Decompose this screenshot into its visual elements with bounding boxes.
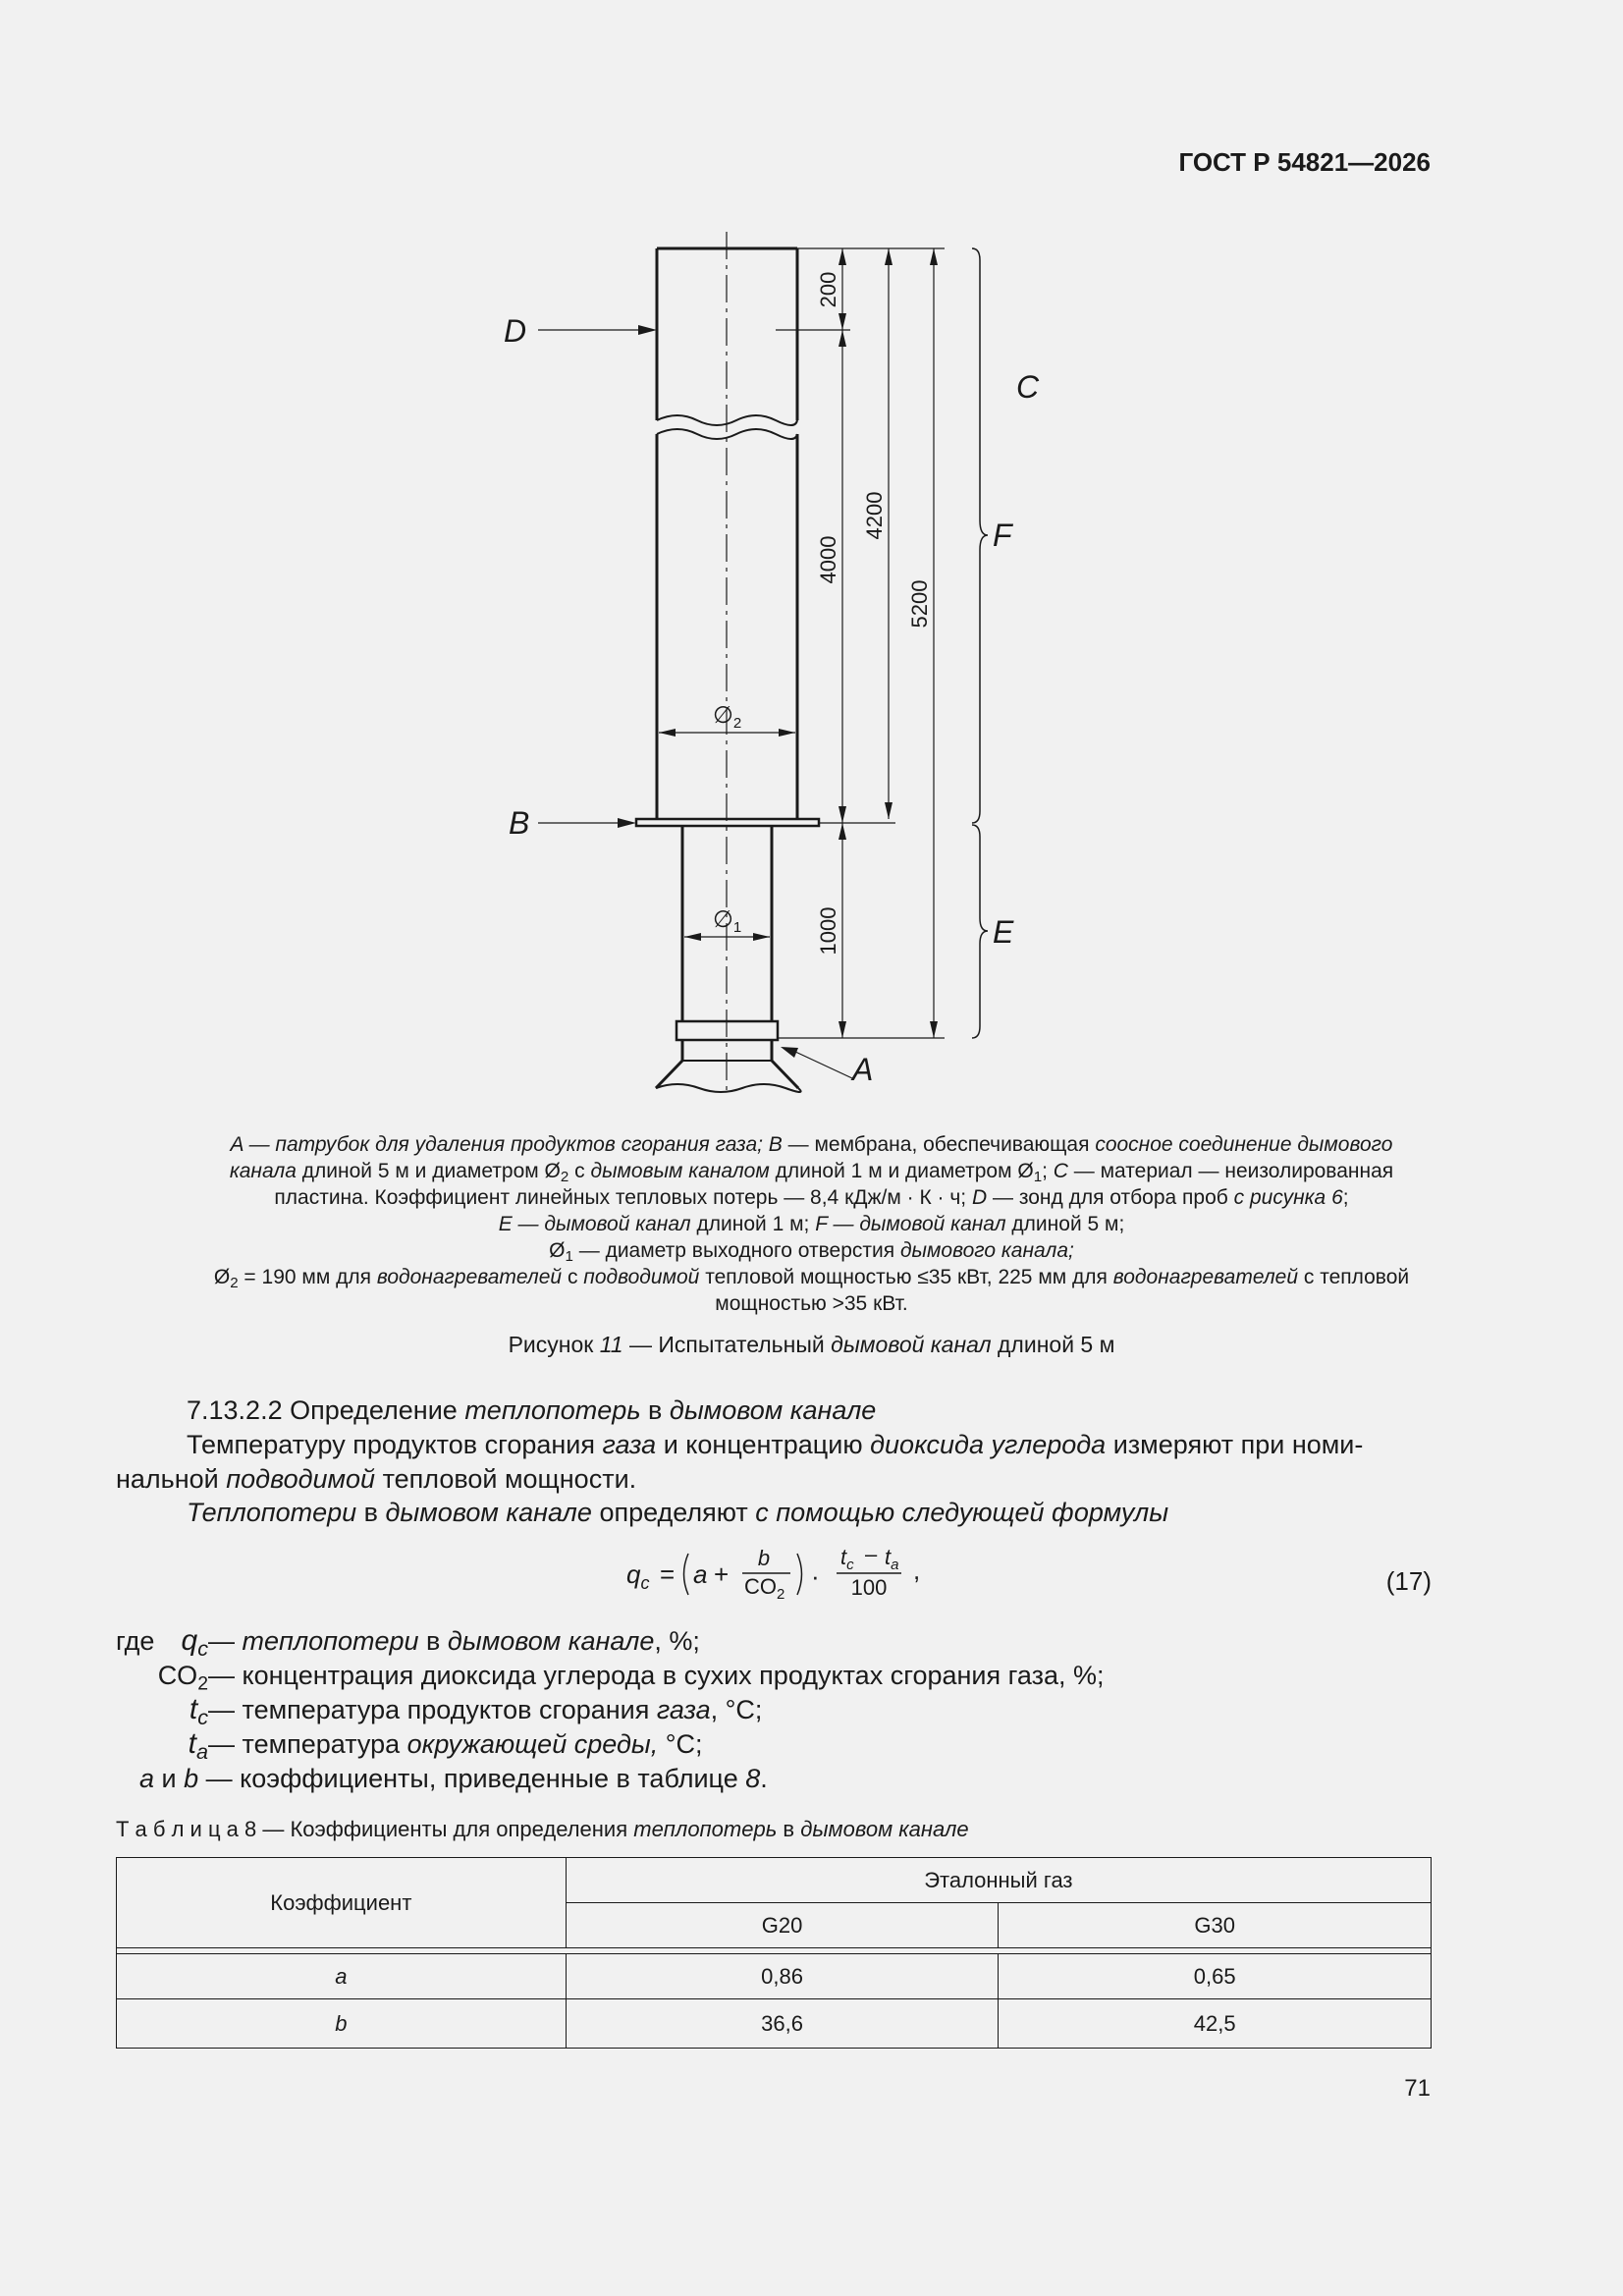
formula-number: (17): [1385, 1566, 1432, 1596]
label-f: F: [993, 518, 1012, 553]
formula-b: b: [757, 1546, 771, 1570]
lower-pipe: [656, 826, 801, 1092]
dim-4000: 4000: [816, 535, 840, 584]
formula-dot: ·: [811, 1561, 820, 1591]
legend-line-7: мощностью >35 кВт.: [715, 1292, 908, 1315]
formula-ta: $t_a$: [885, 1545, 899, 1573]
dim-200: 200: [816, 271, 840, 308]
header-reference-gas: Эталонный газ: [566, 1858, 1431, 1903]
where-row-1: — теплопотери в дымовом канале, %;: [208, 1626, 700, 1656]
label-e: E: [993, 914, 1014, 950]
legend-line-4: E — дымовой канал длиной 1 м; F — дымовой канал длиной 5 м;: [498, 1213, 1125, 1235]
brace-f: [972, 248, 988, 823]
legend-line-6: $Ø_2 = 190$ мм для водонагревателей с подводимой тепловой мощностью ≤35 кВт, 225 мм для водонагревателей с тепловой: [213, 1266, 1410, 1292]
header-g20: G20: [566, 1903, 999, 1948]
figure-caption: Рисунок 11 — Испытательный дымовой канал длиной 5 м: [508, 1332, 1115, 1357]
where-row-3: — температура продуктов сгорания газа, °C;: [208, 1695, 763, 1724]
row-g20: 0,86: [566, 1954, 999, 1999]
formula-minus: –: [865, 1542, 878, 1566]
label-a: A: [852, 1052, 874, 1087]
formula-a: a: [693, 1559, 708, 1589]
where-row-5: a и b — коэффициенты, приведенные в таблице 8.: [139, 1764, 768, 1793]
table-row: [117, 1954, 1432, 1999]
dim-4200: 4200: [862, 491, 887, 540]
label-b: B: [509, 805, 530, 841]
formula-tc: $t_c$: [840, 1545, 854, 1573]
row-name: a: [117, 1954, 567, 1999]
formula-eq: =: [660, 1559, 676, 1589]
figure-legend: [118, 1131, 1505, 1317]
formula-denominator: 100: [850, 1575, 888, 1600]
row-g30: 0,65: [999, 1954, 1432, 1999]
table-caption: Т а б л и ц а 8 — Коэффициенты для определения теплопотерь в дымовом канале: [116, 1817, 969, 1841]
label-d: D: [504, 313, 527, 349]
paragraph-2: Теплопотери в дымовом канале определяют с помощью следующей формулы: [187, 1498, 1169, 1527]
where-row-2: — концентрация диоксида углерода в сухих продуктах сгорания газа, %;: [208, 1661, 1105, 1690]
row-g30: 42,5: [999, 1999, 1432, 2049]
legend-line-2: канала длиной 5 м и диаметром $Ø_2$ с дымовым каналом длиной 1 м и диаметром $Ø_1$; C — материал — неизолированная: [229, 1160, 1394, 1186]
dim-5200: 5200: [907, 579, 932, 629]
section-heading: 7.13.2.2 Определение теплопотерь в дымовом канале: [187, 1395, 877, 1425]
figure-5m-flue: [0, 0, 1623, 1129]
header-coefficient: Коэффициент: [117, 1858, 567, 1948]
table-row: [117, 1999, 1432, 2049]
formula-comma: ,: [913, 1556, 921, 1585]
diam2-symbol: $\emptyset_2$: [713, 702, 742, 732]
coefficients-table: [116, 1857, 1432, 2049]
where-lead: где: [116, 1626, 155, 1656]
document-id: ГОСТ Р 54821—2026: [1178, 147, 1431, 177]
dim-1000: 1000: [816, 906, 840, 956]
diam1-symbol: $\emptyset_1$: [713, 906, 742, 936]
label-c: C: [1016, 369, 1040, 405]
formula-plus: +: [714, 1559, 730, 1589]
paragraph-1-line-1: Температуру продуктов сгорания газа и концентрацию диоксида углерода измеряют при номи-: [187, 1430, 1364, 1459]
membrane-flange: [636, 819, 819, 826]
legend-line-5: $Ø_1$ — диаметр выходного отверстия дымового канала;: [549, 1239, 1074, 1266]
legend-line-3: пластина. Коэффициент линейных тепловых потерь — 8,4 кДж/м · К · ч; D — зонд для отбора проб с рисунка 6;: [274, 1186, 1349, 1209]
where-row-4: — температура окружающей среды, °C;: [208, 1729, 703, 1759]
legend-line-1: A — патрубок для удаления продуктов сгорания газа; B — мембрана, обеспечивающая соосное соединение дымового: [230, 1133, 1393, 1156]
paragraph-1-line-2: нальной подводимой тепловой мощности.: [116, 1464, 637, 1494]
row-name: b: [117, 1999, 567, 2049]
row-g20: 36,6: [566, 1999, 999, 2049]
header-g30: G30: [999, 1903, 1432, 1948]
formula-q: $q_c$: [626, 1559, 650, 1593]
brace-e: [972, 825, 988, 1038]
page-number: 71: [1404, 2075, 1431, 2102]
formula-co2: $CO_2$: [744, 1574, 785, 1603]
